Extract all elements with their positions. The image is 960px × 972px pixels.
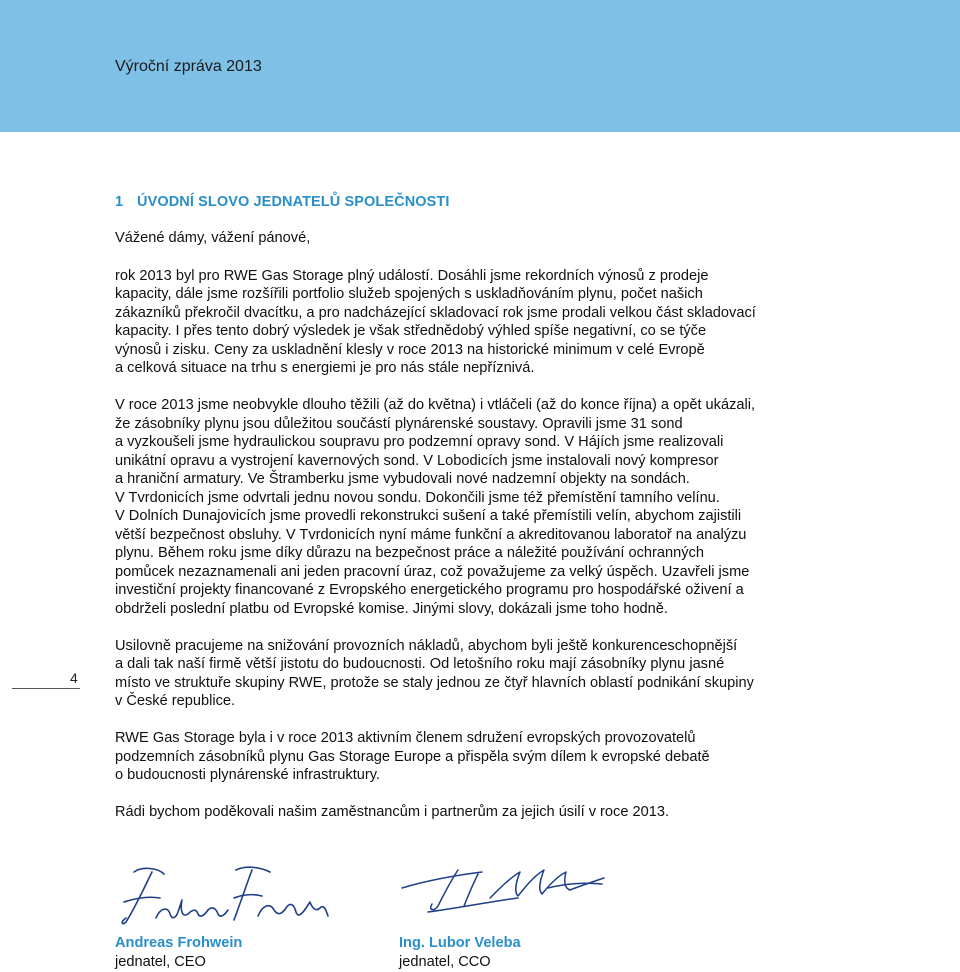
text-line: že zásobníky plynu jsou důležitou součástí plynárenské soustavy. Opravili jsme 31 sond — [115, 415, 683, 432]
text-line: a vyzkoušeli jsme hydraulickou soupravu pro podzemní opravy sond. V Hájích jsme realizovali — [115, 434, 724, 450]
text-line: investiční projekty financované z Evropského energetického programu pro hospodářské oživení a — [115, 582, 744, 598]
signatory-veleba — [399, 934, 521, 972]
text-line: V Tvrdonicích jsme odvrtali jednu novou sondu. Dokončili jsme též přemístění tamního velínu. — [115, 489, 720, 506]
signatory-name: Andreas Frohwein — [115, 935, 243, 951]
text-line: a dali tak naší firmě větší jistotu do budoucnosti. Od letošního roku mají zásobníky plynu jasné — [115, 656, 725, 672]
text-line: pomůcek nezaznamenali ani jeden pracovní úraz, což považujeme za velký úspěch. Uzavřeli jsme — [115, 563, 750, 580]
signature-frohwein — [112, 862, 337, 932]
paragraph-operations — [115, 396, 830, 618]
signatory-role: jednatel, CEO — [115, 954, 206, 970]
text-line: RWE Gas Storage byla i v roce 2013 aktivním členem sdružení evropských provozovatelů — [115, 730, 696, 746]
signatory-frohwein — [115, 934, 242, 972]
text-line: podzemních zásobníků plynu Gas Storage Europe a přispěla svým dílem k evropské debatě — [115, 748, 710, 765]
signatory-name: Ing. Lubor Veleba — [399, 935, 521, 951]
text-line: větší bezpečnost obsluhy. V Tvrdonicích nyní máme funkční a akreditovanou laboratoř na analýzu — [115, 526, 747, 543]
paragraph-intro — [115, 267, 830, 378]
page-number: 4 — [70, 670, 78, 686]
signatory-role: jednatel, CCO — [399, 954, 491, 970]
section-heading — [115, 194, 450, 210]
paragraph-gse — [115, 729, 830, 785]
paragraph-thanks — [115, 803, 830, 822]
section-title: ÚVODNÍ SLOVO JEDNATELŮ SPOLEČNOSTI — [137, 194, 450, 210]
salutation: Vážené dámy, vážení pánové, — [115, 230, 311, 246]
page-number-rule — [12, 688, 80, 689]
text-line: plynu. Během roku jsme díky důrazu na bezpečnost práce a náležité používání ochranných — [115, 545, 704, 561]
report-title: Výroční zpráva 2013 — [115, 58, 262, 75]
text-line: a hraniční armatury. Ve Štramberku jsme vybudovali nové nadzemní objekty na sondách. — [115, 471, 690, 487]
text-line: a celková situace na trhu s energiemi je pro nás stále nepříznivá. — [115, 360, 535, 376]
text-line: Usilovně pracujeme na snižování provozních nákladů, abychom byli ještě konkurenceschopnější — [115, 637, 738, 654]
text-line: obdrželi poslední platbu od Evropské komise. Jinými slovy, dokázali jsme toho hodně. — [115, 600, 668, 617]
section-number: 1 — [115, 194, 124, 210]
text-line: o budoucnosti plynárenské infrastruktury. — [115, 767, 380, 783]
text-line: V Dolních Dunajovicích jsme provedli rekonstrukci sušení a také přemístili velín, abychom zajistili — [115, 508, 742, 524]
letter-body — [115, 229, 830, 840]
text-line: rok 2013 byl pro RWE Gas Storage plný událostí. Dosáhli jsme rekordních výnosů z prodeje — [115, 267, 709, 284]
text-line: výnosů i zisku. Ceny za uskladnění klesly v roce 2013 na historické minimum v celé Evropě — [115, 341, 705, 358]
text-line: unikátní opravu a vystrojení kavernových sond. V Lobodicích jsme instalovali nový kompresor — [115, 452, 719, 469]
signature-veleba — [398, 862, 610, 918]
text-line: Rádi bychom poděkovali našim zaměstnancům i partnerům za jejich úsilí v roce 2013. — [115, 804, 670, 820]
text-line: v České republice. — [115, 693, 236, 709]
text-line: kapacity, dále jsme rozšířili portfolio služeb spojených s uskladňováním plynu, počet našich — [115, 286, 703, 302]
text-line: V roce 2013 jsme neobvykle dlouho těžili (až do května) i vtláčeli (až do konce října) a opět ukázali, — [115, 397, 756, 413]
paragraph-costs — [115, 637, 830, 711]
text-line: kapacity. I přes tento dobrý výsledek je však střednědobý výhled spíše negativní, co se týče — [115, 323, 707, 339]
text-line: místo ve struktuře skupiny RWE, protože se staly jednou ze čtyř hlavních oblastí podnikání skupiny — [115, 674, 754, 691]
text-line: zákazníků překročil dvacítku, a pro nadcházející skladovací rok jsme prodali velkou část skladovací — [115, 304, 756, 321]
